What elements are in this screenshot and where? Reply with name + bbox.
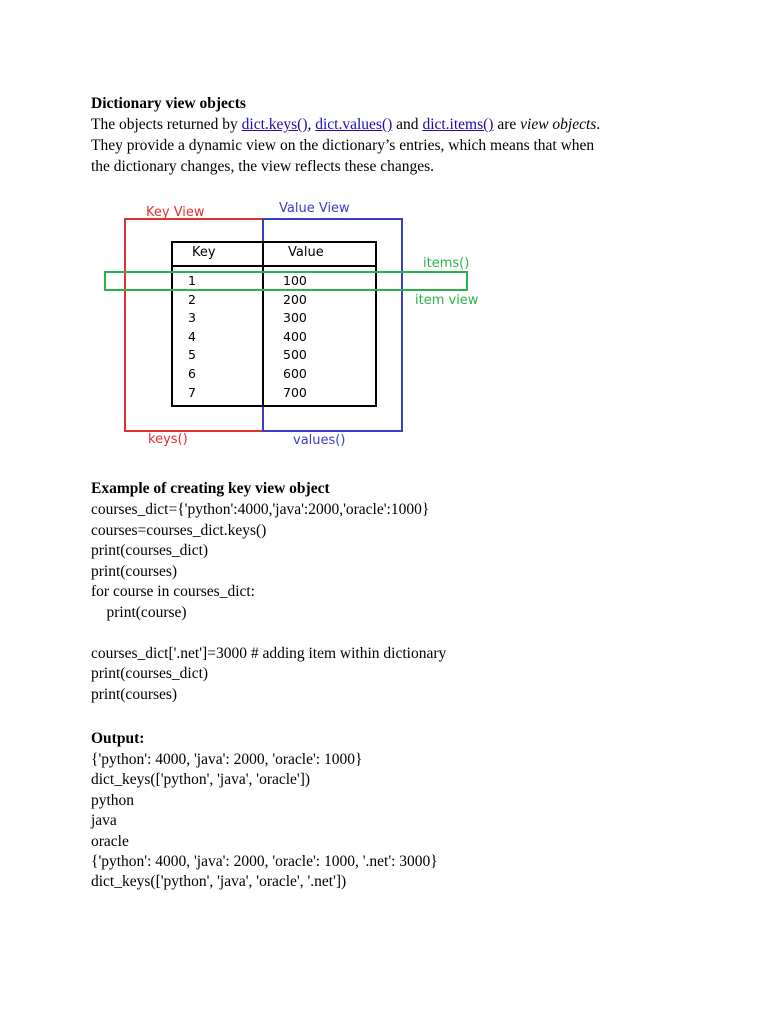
intro-verb: are [493, 116, 521, 133]
section-title: Dictionary view objects [91, 95, 246, 112]
view-objects-term: view objects [520, 116, 597, 133]
intro-paragraph-line-1 [91, 115, 600, 135]
code-line: print(course) [91, 603, 187, 621]
output-line: {'python': 4000, 'java': 2000, 'oracle': 1000, '.net': 3000} [91, 853, 438, 870]
intro-period: . [596, 116, 601, 133]
table-key-cell: 2 [188, 291, 196, 307]
table-header-value: Value [288, 245, 324, 260]
output-line: python [91, 791, 135, 809]
code-line: courses_dict['.net']=3000 # adding item within dictionary [91, 644, 447, 662]
table-key-cell: 3 [188, 310, 196, 326]
intro-paragraph-line-2: They provide a dynamic view on the dictionary’s entries, which means that when [91, 137, 595, 154]
values-method-label: values() [293, 433, 346, 448]
code-line: courses_dict={'python':4000,'java':2000,'oracle':1000} [91, 501, 430, 518]
example-title: Example of creating key view object [91, 480, 330, 497]
code-line: print(courses) [91, 562, 178, 580]
value-view-box [262, 218, 403, 432]
table-key-cell: 7 [188, 384, 196, 400]
code-line: print(courses_dict) [91, 665, 209, 682]
key-view-box [124, 218, 264, 432]
dict-keys-link[interactable]: dict.keys() [241, 116, 308, 133]
code-line: print(courses_dict) [91, 542, 209, 559]
intro-conjunction: and [392, 116, 423, 133]
output-line: dict_keys(['python', 'java', 'oracle']) [91, 771, 311, 789]
code-line: courses=courses_dict.keys() [91, 521, 267, 539]
output-line: {'python': 4000, 'java': 2000, 'oracle': 1000} [91, 751, 363, 768]
value-view-label: Value View [279, 201, 350, 216]
output-title: Output: [91, 730, 145, 747]
keys-method-label: keys() [148, 432, 188, 447]
table-key-cell: 6 [188, 366, 196, 381]
output-line: oracle [91, 832, 129, 850]
intro-text: The objects returned by [91, 116, 242, 133]
key-view-label: Key View [146, 205, 205, 220]
intro-separator: , [307, 116, 316, 133]
output-line: java [91, 812, 117, 830]
table-column-divider [262, 241, 264, 407]
table-value-cell: 300 [283, 310, 307, 326]
dict-values-link[interactable]: dict.values() [315, 116, 393, 133]
table-key-cell: 5 [188, 347, 196, 363]
code-line: print(courses) [91, 685, 178, 703]
output-line: dict_keys(['python', 'java', 'oracle', '.net']) [91, 873, 347, 891]
item-view-label: item view [415, 293, 479, 308]
table-value-cell: 500 [283, 347, 307, 363]
table-header-key: Key [192, 245, 216, 260]
table-value-cell: 700 [283, 384, 307, 400]
table-value-cell: 100 [283, 273, 307, 288]
table-header-divider [171, 265, 377, 267]
dictionary-table [171, 241, 377, 407]
table-value-cell: 400 [283, 328, 307, 344]
table-key-cell: 4 [188, 328, 196, 344]
intro-paragraph-line-3: the dictionary changes, the view reflects these changes. [91, 158, 435, 175]
items-method-label: items() [423, 256, 470, 271]
table-value-cell: 600 [283, 366, 307, 381]
code-line: for course in courses_dict: [91, 583, 255, 600]
dict-items-link[interactable]: dict.items() [422, 116, 494, 133]
item-view-box [104, 271, 468, 291]
table-value-cell: 200 [283, 291, 307, 307]
table-key-cell: 1 [188, 273, 196, 288]
view-objects-diagram [0, 0, 768, 470]
